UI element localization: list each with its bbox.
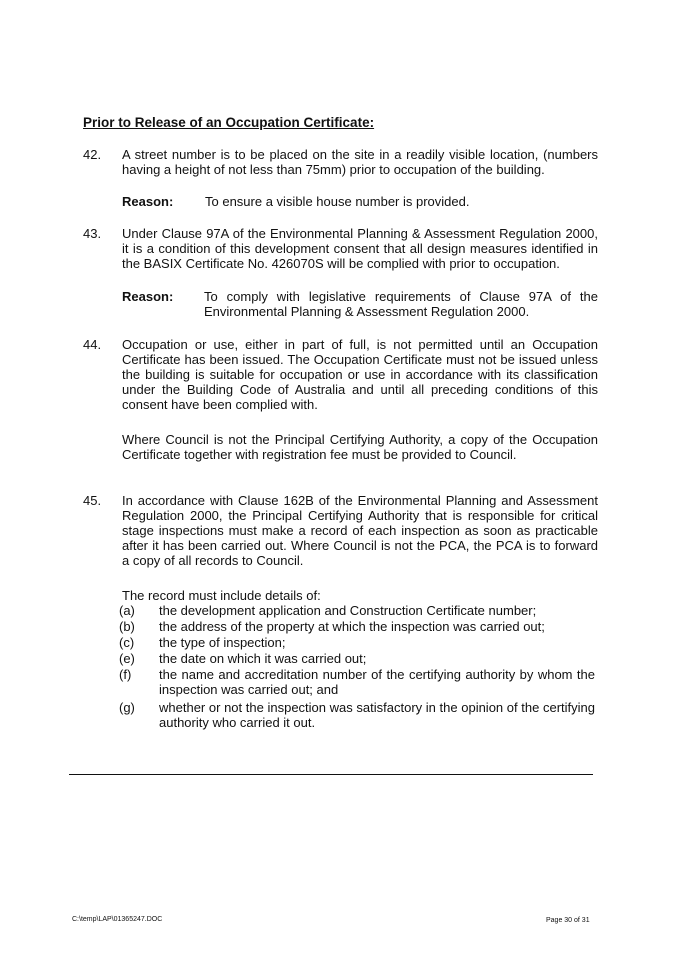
list-item-text: the date on which it was carried out; xyxy=(159,651,367,666)
list-item-letter: (a) xyxy=(119,603,135,618)
section-heading: Prior to Release of an Occupation Certificate: xyxy=(83,115,375,130)
condition-text: A street number is to be placed on the site in a readily visible location, (numbers having a height of not less than 75mm) prior to occupation of the building. xyxy=(122,147,598,177)
condition-text: In accordance with Clause 162B of the Environmental Planning and Assessment Regulation 2000, the Principal Certifying Authority that is responsible for critical stage inspections must make a record of each inspection as soon as practicable after it has been carried out. Where Council is not the PCA, the PCA is to forward a copy of all records to Council. xyxy=(122,493,598,568)
condition-text: The record must include details of: xyxy=(122,588,321,603)
condition-number: 44. xyxy=(83,337,102,352)
list-item-text: the name and accreditation number of the certifying authority by whom the inspection was carried out; and xyxy=(159,667,595,697)
list-item-letter: (e) xyxy=(119,651,135,666)
list-item-text: the type of inspection; xyxy=(159,635,286,650)
footer-file-path: C:\temp\LAP\01365247.DOC xyxy=(72,916,163,923)
reason-label: Reason: xyxy=(122,194,174,209)
list-item-text: whether or not the inspection was satisfactory in the opinion of the certifying authority who carried it out. xyxy=(159,700,595,730)
list-item-letter: (b) xyxy=(119,619,135,634)
list-item-letter: (c) xyxy=(119,635,135,650)
list-item-letter: (g) xyxy=(119,700,135,715)
reason-label: Reason: xyxy=(122,289,174,304)
list-item-text: the development application and Construction Certificate number; xyxy=(159,603,537,618)
condition-text: Occupation or use, either in part of full, is not permitted until an Occupation Certificate has been issued. The Occupation Certificate must not be issued unless the building is suitable for occupation or use in accordance with its classification under the Building Code of Australia and until all preceding conditions of this consent have been complied with. xyxy=(122,337,598,412)
condition-number: 42. xyxy=(83,147,102,162)
condition-text: Where Council is not the Principal Certifying Authority, a copy of the Occupation Certificate together with registration fee must be provided to Council. xyxy=(122,432,598,462)
list-item-text: the address of the property at which the inspection was carried out; xyxy=(159,619,545,634)
reason-text: To ensure a visible house number is provided. xyxy=(205,194,470,209)
horizontal-rule xyxy=(69,774,593,775)
list-item-letter: (f) xyxy=(119,667,132,682)
condition-text: Under Clause 97A of the Environmental Planning & Assessment Regulation 2000, it is a condition of this development consent that all design measures identified in the BASIX Certificate No. 426070S will be complied with prior to occupation. xyxy=(122,226,598,271)
condition-number: 45. xyxy=(83,493,102,508)
footer-page-number: Page 30 of 31 xyxy=(546,917,590,924)
reason-text: To comply with legislative requirements of Clause 97A of the Environmental Planning & Assessment Regulation 2000. xyxy=(204,289,598,319)
condition-number: 43. xyxy=(83,226,102,241)
